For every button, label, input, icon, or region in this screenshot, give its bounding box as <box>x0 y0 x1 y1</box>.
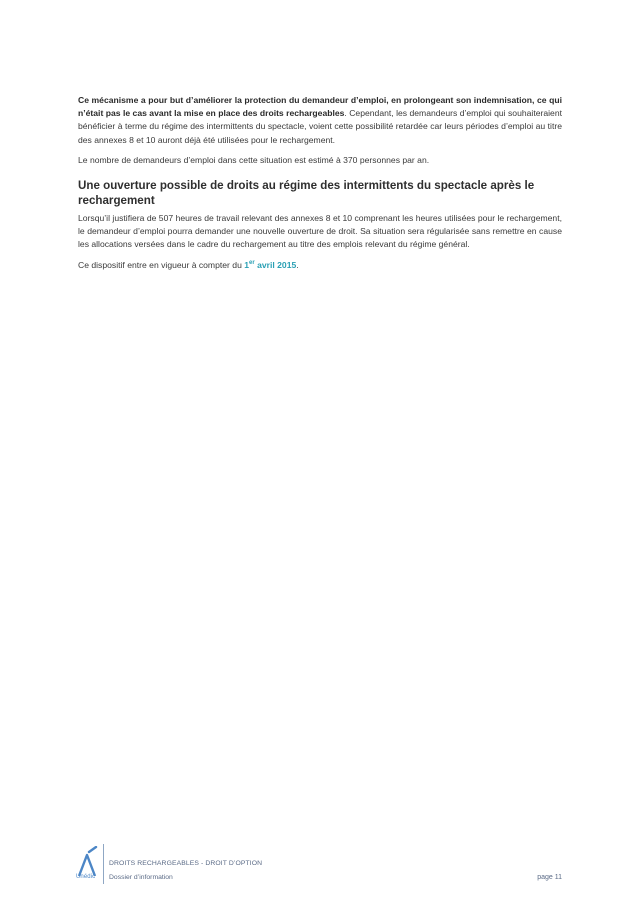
page-footer <box>76 842 562 884</box>
footer-title: DROITS RECHARGEABLES - DROIT D’OPTION <box>109 860 263 867</box>
page-number: page 11 <box>537 874 562 881</box>
footer-divider <box>103 844 104 884</box>
paragraph-justification: Lorsqu’il justifiera de 507 heures de travail relevant des annexes 8 et 10 comprenant les heures utilisées pour le rechargement, le demandeur d’emploi pourra demander une nouvelle ouverture de droit. Sa situation sera régularisée sans remettre en cause les allocations versées dans le cadre du rechargement au titre des emplois relevant du régime général. <box>78 213 562 250</box>
paragraph-estimate: Le nombre de demandeurs d’emploi dans cette situation est estimé à 370 personnes par an. <box>78 154 430 165</box>
effective-date-num: 1 <box>244 259 250 270</box>
bold-statement: Ce mécanisme a pour but d’améliorer la protection du demandeur d’emploi, en prolongeant son indemnisation, ce qui n’était pas le cas avant la mise en place des droits rechargeables <box>78 95 562 119</box>
document-body <box>78 94 562 279</box>
paragraph-effective-date <box>78 259 562 272</box>
effective-date-sup: er <box>249 259 255 266</box>
section-heading: Une ouverture possible de droits au régime des intermittents du spectacle après le rechargement <box>78 179 535 207</box>
paragraph-mechanism <box>78 94 562 147</box>
paragraph-mechanism-text: . Cependant, les demandeurs d’emploi qui souhaiteraient bénéficier à terme du régime des intermittents du spectacle, voient cette possibilité retardée car leurs périodes d’emploi au titre des annexes 8 et 10 auront déjà été utilisées pour le rechargement. <box>78 108 562 145</box>
effective-date-prefix: Ce dispositif entre en vigueur à compter du <box>78 259 245 270</box>
logo-text: Unédic <box>76 874 96 880</box>
effective-date-suffix: . <box>296 259 299 270</box>
footer-subtitle: Dossier d’information <box>109 874 173 881</box>
effective-date-rest: avril 2015 <box>254 259 297 270</box>
